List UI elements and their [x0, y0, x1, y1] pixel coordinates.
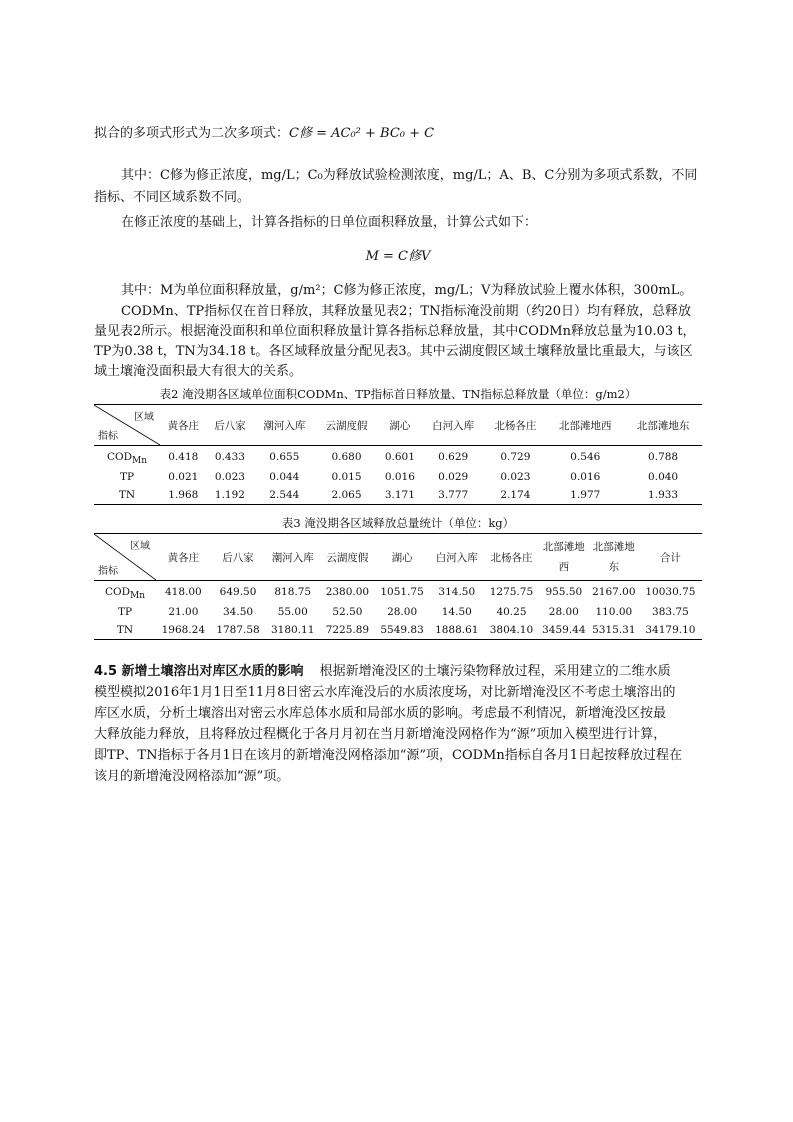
table3-corner-top: 区域: [130, 541, 150, 552]
table-cell: 2167.00: [592, 586, 636, 598]
section-4-5-first-line: [94, 662, 702, 681]
table2-row-label: TN: [94, 486, 160, 505]
table-cell: 0.044: [269, 471, 300, 483]
table-row: [94, 446, 702, 469]
table-cell: 10030.75: [645, 586, 696, 598]
table-cell: 3180.11: [265, 621, 320, 640]
table-cell: 14.50: [441, 606, 472, 618]
table3: [94, 533, 702, 640]
section-4-5-line6: 该月的新增淹没网格添加“源”项。: [94, 769, 290, 784]
table3-corner-bottom: 指标: [98, 566, 118, 577]
table-cell: 2.065: [315, 486, 377, 505]
table-cell: 3459.44: [539, 621, 589, 640]
table3-col-header: 北部滩地东: [589, 534, 639, 581]
polynomial-intro-text: 拟合的多项式形式为二次多项式：: [94, 126, 290, 141]
section-4-5-line2: 模型模拟2016年1月1日至11月8日密云水库淹没后的水质浓度场，对比新增淹没区不考虑土壤溶出的: [94, 685, 676, 700]
table-cell: 0.655: [269, 451, 300, 463]
table2-caption: 表2 淹没期各区域单位面积CODMn、TP指标首日释放量、TN指标总释放量（单位：g/m2）: [159, 387, 637, 401]
table-cell: 40.25: [496, 606, 527, 618]
table-cell: 0.418: [168, 451, 199, 463]
table2-col-header: 云湖度假: [315, 405, 377, 446]
table2-col-header: 潮河入库: [253, 405, 315, 446]
table3-col-header: 潮河入库: [265, 534, 320, 581]
table-cell: 34.50: [223, 606, 254, 618]
table2-col-header: 后八家: [207, 405, 254, 446]
table-cell: 1.968: [160, 486, 207, 505]
table-row: [94, 603, 702, 621]
table-cell: 0.040: [648, 471, 679, 483]
table-cell: 1787.58: [211, 621, 266, 640]
table-row: [94, 581, 702, 604]
section-4-5-heading: 4.5 新增土壤溶出对库区水质的影响: [94, 664, 304, 679]
paragraph-release-line3: TP为0.38 t，TN为34.18 t。各区域释放量分配见表3。其中云湖度假区域土壤释放量比重最大，与该区: [94, 344, 693, 359]
paragraph-release-line4: 域土壤淹没面积最大有很大的关系。: [94, 364, 303, 379]
table-cell: 0.729: [500, 451, 531, 463]
table3-col-header: 白河入库: [429, 534, 484, 581]
table-row: [94, 468, 702, 486]
table-cell: 55.00: [277, 606, 308, 618]
table-cell: 110.00: [595, 606, 633, 618]
paragraph-release-line1: CODMn、TP指标仅在首日释放，其释放量见表2；TN指标淹没前期（约20日）均有释放，总释放: [121, 304, 691, 319]
table-cell: 955.50: [545, 586, 583, 598]
table-cell: 0.015: [331, 471, 362, 483]
table2: [94, 404, 702, 505]
table3-col-header: 北部滩地西: [539, 534, 589, 581]
table-cell: 0.016: [384, 471, 415, 483]
table3-col-header: 北杨各庄: [484, 534, 539, 581]
table-cell: 818.75: [274, 586, 312, 598]
polynomial-formula: C修 = AC₀² + BC₀ + C: [289, 126, 435, 141]
table-cell: 2380.00: [325, 586, 370, 598]
table-cell: 0.029: [438, 471, 469, 483]
paragraph-polynomial-form: [94, 124, 702, 143]
section-4-5-line4: 大释放能力释放，且将释放过程概化于各月月初在当月新增淹没网格作为“源”项加入模型进行计算，: [94, 727, 667, 742]
table2-row-label: $COD_{Mn}$: [106, 451, 148, 467]
table-cell: 0.546: [570, 451, 601, 463]
paragraph-where-line1: 其中：C修为修正浓度，mg/L；C₀为释放试验检测浓度，mg/L；A、B、C分别为多项式系数，不同: [121, 168, 698, 183]
table-cell: 418.00: [164, 586, 202, 598]
paragraph-calc-intro: 在修正浓度的基础上，计算各指标的日单位面积释放量，计算公式如下：: [121, 215, 538, 230]
table-cell: 1051.75: [380, 586, 424, 598]
table-cell: 3.171: [378, 486, 423, 505]
table3-row-label: TN: [94, 621, 156, 640]
section-4-5-line1: 根据新增淹没区的土壤污染物释放过程，采用建立的二维水质: [319, 664, 671, 679]
table2-corner-top: 区域: [134, 412, 154, 423]
table-cell: 0.601: [384, 451, 415, 463]
table-cell: 1275.75: [489, 586, 534, 598]
table2-col-header: 北部滩地东: [624, 405, 702, 446]
table2-col-header: 北部滩地西: [546, 405, 624, 446]
table3-caption: 表3 淹没期各区域释放总量统计（单位：kg）: [281, 516, 515, 530]
table2-col-header: 白河入库: [422, 405, 484, 446]
table-cell: 0.433: [214, 451, 245, 463]
table3-corner-cell: [94, 534, 156, 581]
table2-col-header: 黄各庄: [160, 405, 207, 446]
table3-col-header: 湖心: [375, 534, 430, 581]
section-4-5-line3: 库区水质，分析土壤溶出对密云水库总体水质和局部水质的影响。考虑最不利情况，新增淹没区按最: [94, 706, 667, 721]
section-4-5-line5: 即TP、TN指标于各月1日在该月的新增淹没网格添加“源”项，CODMn指标自各月1日起按释放过程在: [94, 748, 683, 763]
table-cell: 34179.10: [639, 621, 702, 640]
table-cell: 0.016: [570, 471, 601, 483]
table-cell: 0.021: [168, 471, 199, 483]
table-cell: 649.50: [219, 586, 257, 598]
table-cell: 314.50: [438, 586, 476, 598]
table-cell: 1.192: [207, 486, 254, 505]
table-cell: 21.00: [168, 606, 199, 618]
table3-col-header: 后八家: [211, 534, 266, 581]
table3-col-header: 黄各庄: [156, 534, 211, 581]
paragraph-m-definition: 其中：M为单位面积释放量，g/m²；C修为修正浓度，mg/L；V为释放试验上覆水体积，300mL。: [121, 283, 693, 298]
table3-col-header: 云湖度假: [320, 534, 375, 581]
table-cell: 2.544: [253, 486, 315, 505]
table-cell: 5549.83: [375, 621, 430, 640]
table-cell: 5315.31: [589, 621, 639, 640]
paragraph-where-line2: 指标、不同区域系数不同。: [94, 190, 251, 205]
table-cell: 1968.24: [156, 621, 211, 640]
table-cell: 1888.61: [429, 621, 484, 640]
table-cell: 3804.10: [484, 621, 539, 640]
table2-col-header: 湖心: [378, 405, 423, 446]
table2-row-label: TP: [119, 471, 135, 483]
table-row: [94, 621, 702, 640]
table-cell: 0.680: [331, 451, 362, 463]
table-cell: 28.00: [387, 606, 418, 618]
table-cell: 28.00: [548, 606, 579, 618]
table3-row-label: TP: [117, 606, 133, 618]
table-cell: 1.933: [624, 486, 702, 505]
release-formula: M = C修V: [365, 249, 431, 264]
table2-corner-bottom: 指标: [98, 431, 118, 442]
table-cell: 0.023: [500, 471, 531, 483]
table-row: [94, 486, 702, 505]
table2-col-header: 北杨各庄: [484, 405, 546, 446]
table-cell: 2.174: [484, 486, 546, 505]
table-cell: 7225.89: [320, 621, 375, 640]
table-cell: 0.788: [648, 451, 679, 463]
table-cell: 0.629: [438, 451, 469, 463]
table3-row-label: $COD_{Mn}$: [104, 586, 146, 602]
table-cell: 3.777: [422, 486, 484, 505]
table3-col-header: 合计: [639, 534, 702, 581]
table-cell: 1.977: [546, 486, 624, 505]
table-cell: 383.75: [652, 606, 689, 618]
table2-corner-cell: [94, 405, 160, 446]
table-cell: 0.023: [214, 471, 245, 483]
paragraph-release-line2: 量见表2所示。根据淹没面积和单位面积释放量计算各指标总释放量，其中CODMn释放总量为10.03 t，: [94, 324, 696, 339]
table-cell: 52.50: [332, 606, 363, 618]
